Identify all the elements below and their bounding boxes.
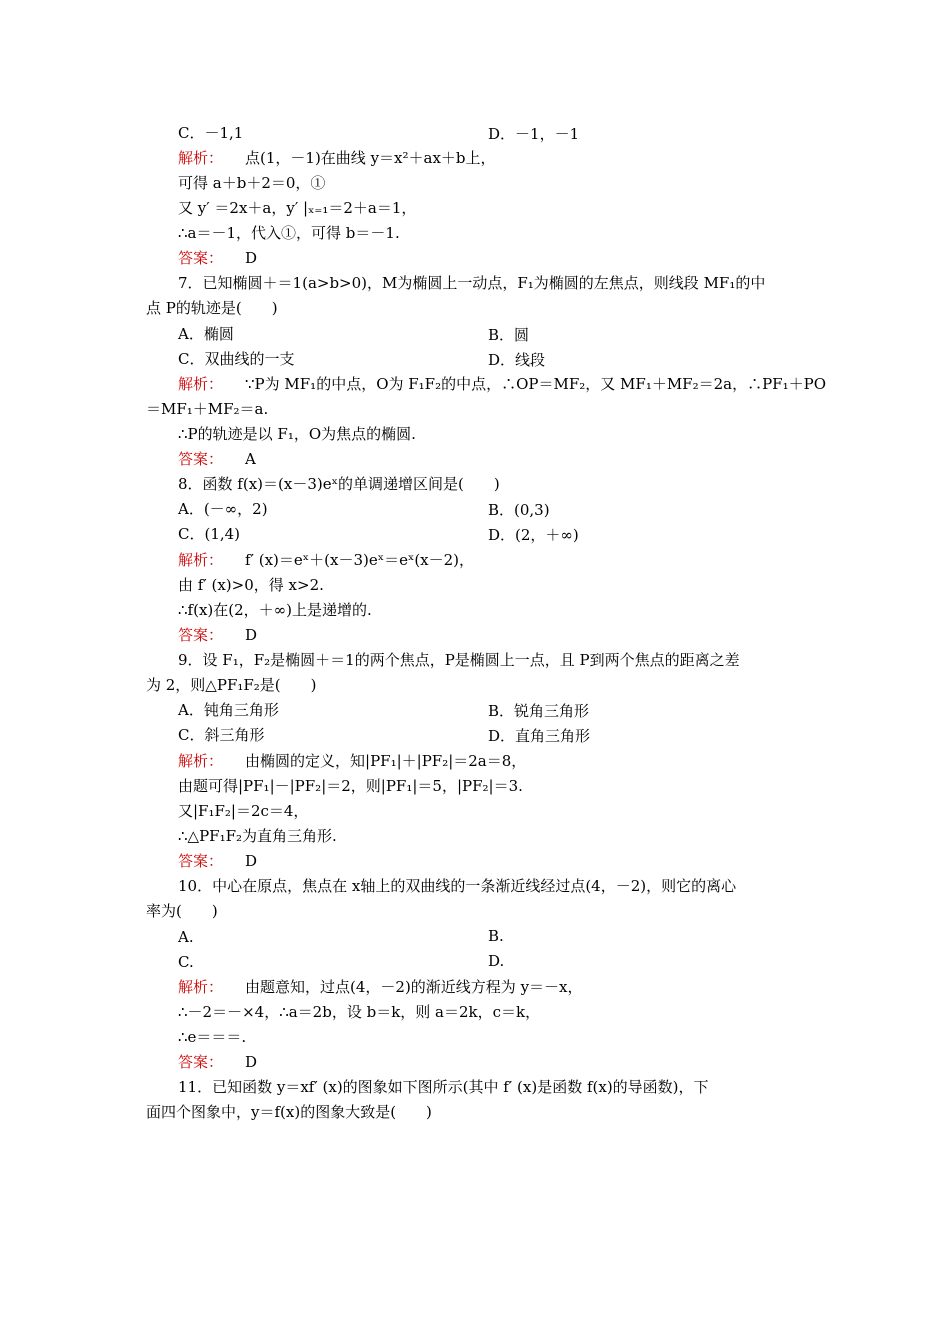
solution-line: 解析： ∵P为 MF₁的中点，O为 F₁F₂的中点，∴OP＝MF₂，又 MF₁＋MF₂＝2a，∴PF₁＋PO [178, 375, 826, 393]
option-right: B. [488, 927, 504, 945]
answer-line: 答案： D [178, 626, 258, 644]
solution-line: 解析： 由椭圆的定义，知|PF₁|＋|PF₂|＝2a＝8， [178, 752, 527, 770]
text-line: 又 y′ ＝2x＋a，y′ |ₓ₌₁＝2＋a＝1， [178, 199, 417, 217]
option-row: C．－1,1 [178, 124, 244, 142]
answer-label: 答案： [178, 249, 224, 267]
option-left: A．椭圆 [178, 325, 234, 343]
question-10: 10．中心在原点，焦点在 x轴上的双曲线的一条渐近线经过点(4，－2)，则它的离心 [178, 877, 737, 895]
text-line: ∴△PF₁F₂为直角三角形. [178, 827, 337, 845]
option-right: D．(2，＋∞) [488, 526, 579, 544]
text-line: ∴P的轨迹是以 F₁，O为焦点的椭圆. [178, 425, 416, 443]
question-11: 11．已知函数 y＝xf′ (x)的图象如下图所示(其中 f′ (x)是函数 f(x)的导函数)，下 [178, 1078, 709, 1096]
text-line: 可得 a＋b＋2＝0，① [178, 174, 326, 192]
text-line: ∴a＝－1，代入①，可得 b＝－1. [178, 224, 400, 242]
solution-label: 解析： [178, 752, 224, 770]
solution-label: 解析： [178, 978, 224, 996]
option-right: B．圆 [488, 326, 530, 344]
option-right: B．(0,3) [488, 501, 550, 519]
answer-label: 答案： [178, 852, 224, 870]
solution-line: 解析： 点(1，－1)在曲线 y＝x²＋ax＋b上， [178, 149, 496, 167]
solution-label: 解析： [178, 375, 224, 393]
question-9-cont: 为 2，则△PF₁F₂是( ) [146, 676, 317, 694]
option-left: A．(－∞，2) [178, 500, 268, 518]
answer-line: 答案： D [178, 1053, 258, 1071]
option-right: D. [488, 952, 505, 970]
option-left: A. [178, 928, 194, 946]
text-line: ∴e＝＝＝. [178, 1028, 247, 1046]
answer-line: 答案： D [178, 249, 258, 267]
question-7-cont: 点 P的轨迹是( ) [146, 299, 278, 317]
answer-label: 答案： [178, 450, 224, 468]
question-10-cont: 率为( ) [146, 902, 218, 920]
option-right: D．线段 [488, 351, 546, 369]
solution-label: 解析： [178, 149, 224, 167]
text-line: 由 f′ (x)>0，得 x>2. [178, 576, 324, 594]
option-right: D．－1，－1 [488, 125, 580, 143]
text-line: 又|F₁F₂|＝2c＝4， [178, 802, 309, 820]
option-left: C．双曲线的一支 [178, 350, 295, 368]
question-8: 8．函数 f(x)＝(x－3)eˣ的单调递增区间是( ) [178, 475, 500, 493]
option-right: D．直角三角形 [488, 727, 591, 745]
text-line: ∴－2＝－×4，∴a＝2b，设 b＝k，则 a＝2k，c＝k， [178, 1003, 541, 1021]
answer-line: 答案： D [178, 852, 258, 870]
answer-line: 答案： A [178, 450, 256, 468]
option-left: C. [178, 953, 194, 971]
question-11-cont: 面四个图象中，y＝f(x)的图象大致是( ) [146, 1103, 432, 1121]
question-7: 7．已知椭圆＋＝1(a>b>0)，M为椭圆上一动点，F₁为椭圆的左焦点，则线段 MF₁的中 [178, 274, 766, 292]
solution-line: 解析： 由题意知，过点(4，－2)的渐近线方程为 y＝－x， [178, 978, 583, 996]
answer-label: 答案： [178, 1053, 224, 1071]
solution-line: 解析： f′ (x)＝eˣ＋(x－3)eˣ＝eˣ(x－2)， [178, 551, 475, 569]
question-9: 9．设 F₁，F₂是椭圆＋＝1的两个焦点，P是椭圆上一点，且 P到两个焦点的距离之差 [178, 651, 740, 669]
text-line: ∴f(x)在(2，＋∞)上是递增的. [178, 601, 372, 619]
option-left: C．(1,4) [178, 525, 241, 543]
solution-label: 解析： [178, 551, 224, 569]
option-right: B．锐角三角形 [488, 702, 590, 720]
text-line: ＝MF₁＋MF₂＝a. [146, 400, 269, 418]
option-left: A．钝角三角形 [178, 701, 279, 719]
answer-label: 答案： [178, 626, 224, 644]
text-line: 由题可得|PF₁|－|PF₂|＝2，则|PF₁|＝5，|PF₂|＝3. [178, 777, 523, 795]
option-left: C．斜三角形 [178, 726, 265, 744]
